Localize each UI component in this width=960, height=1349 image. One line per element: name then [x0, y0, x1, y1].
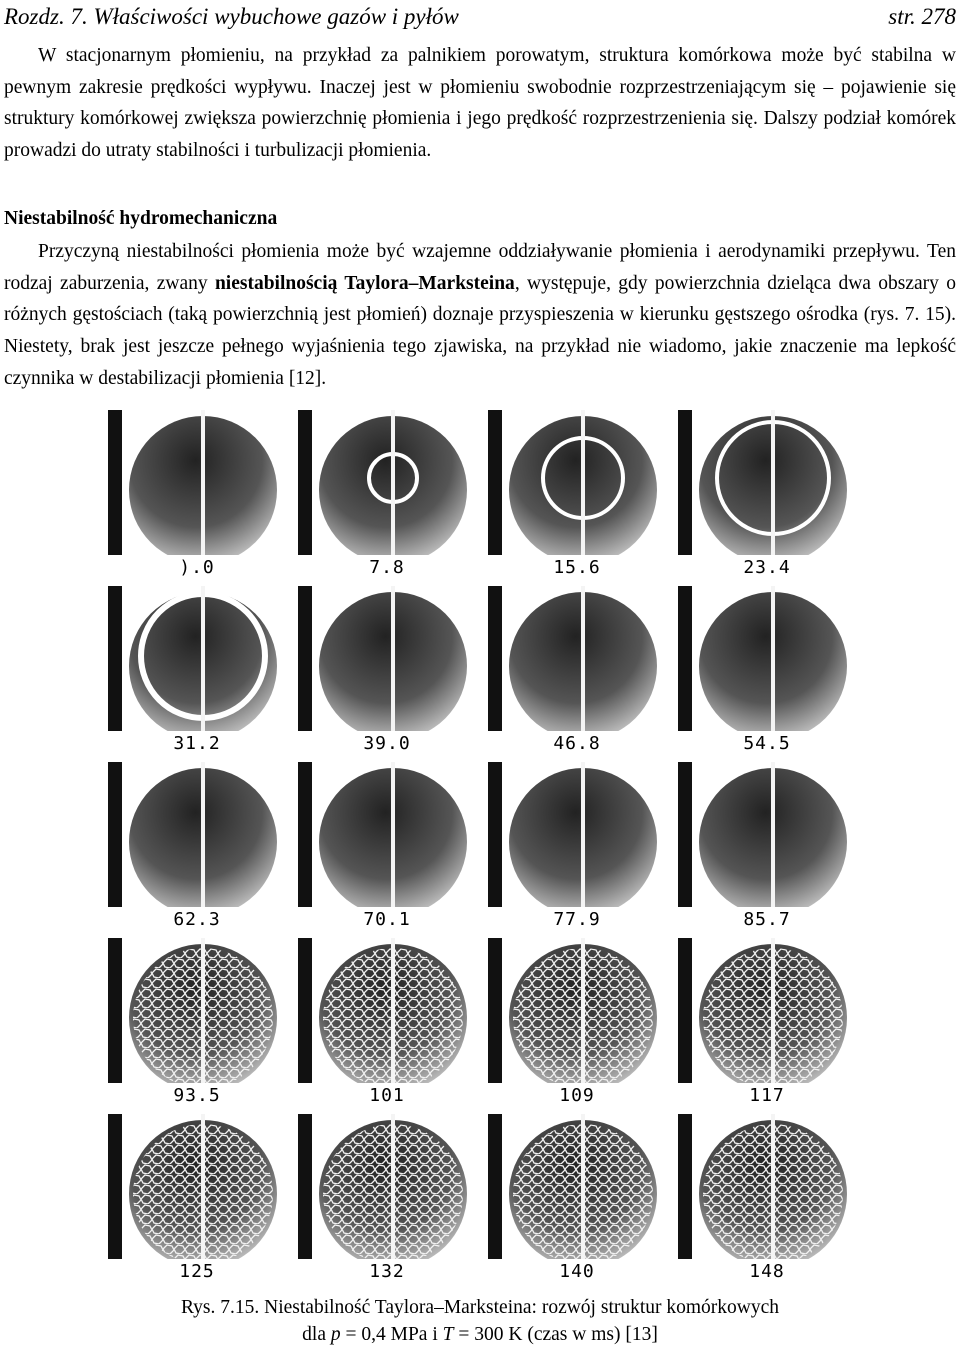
flame-photo-frame: [678, 586, 856, 757]
frame-time-label: 117: [678, 1083, 856, 1109]
flame-photo: [678, 586, 856, 731]
frame-time-label: 85.7: [678, 907, 856, 933]
frame-time-label: ).0: [108, 555, 286, 581]
flame-photo: [488, 410, 666, 555]
flame-photo-frame: [298, 762, 476, 933]
frame-time-label: 132: [298, 1259, 476, 1285]
caption-line-2: dla p = 0,4 MPa i T = 300 K (czas w ms) [13]: [302, 1324, 658, 1345]
symbol-p: p: [330, 1324, 341, 1345]
flame-photo-frame: [298, 938, 476, 1109]
chapter-title: Rozdz. 7. Właściwości wybuchowe gazów i pyłów: [4, 4, 459, 29]
flame-photo-frame: [488, 762, 666, 933]
page-number: str. 278: [888, 4, 956, 29]
flame-photo-frame: [108, 938, 286, 1109]
paragraph-taylor-markstein: [4, 236, 956, 395]
flame-photo: [678, 1114, 856, 1259]
figure-flame-sequence: [108, 410, 858, 1286]
flame-photo-frame: [298, 410, 476, 581]
figure-caption: [0, 1294, 960, 1348]
flame-photo-frame: [488, 1114, 666, 1285]
page-header: [4, 2, 956, 36]
flame-photo: [298, 938, 476, 1083]
frame-time-label: 140: [488, 1259, 666, 1285]
frame-time-label: 31.2: [108, 731, 286, 757]
frame-time-label: 54.5: [678, 731, 856, 757]
flame-photo-frame: [678, 762, 856, 933]
term-taylor-markstein: niestabilnością Taylora–Marksteina: [214, 272, 515, 294]
caption-line-1: Rys. 7.15. Niestabilność Taylora–Marksteina: rozwój struktur komórkowych: [180, 1297, 780, 1318]
flame-photo-frame: [298, 1114, 476, 1285]
flame-photo: [298, 410, 476, 555]
flame-photo: [108, 410, 286, 555]
flame-photo: [298, 762, 476, 907]
flame-photo: [488, 1114, 666, 1259]
flame-photo: [298, 1114, 476, 1259]
flame-photo-frame: [678, 1114, 856, 1285]
frame-time-label: 109: [488, 1083, 666, 1109]
flame-photo: [108, 1114, 286, 1259]
flame-photo-frame: [108, 1114, 286, 1285]
flame-photo-frame: [488, 938, 666, 1109]
flame-photo-frame: [108, 762, 286, 933]
paragraph-text-start: Przyczyną niestabilności płomienia może być wzajemne oddziaływanie płomienia i aerodynamiki przepływu. Ten rodzaj zaburzenia, zwany: [4, 241, 956, 294]
frame-time-label: 93.5: [108, 1083, 286, 1109]
flame-photo-frame: [488, 410, 666, 581]
flame-photo: [678, 410, 856, 555]
flame-photo: [108, 762, 286, 907]
frame-time-label: 77.9: [488, 907, 666, 933]
frame-time-label: 62.3: [108, 907, 286, 933]
flame-photo: [108, 586, 286, 731]
flame-photo: [678, 938, 856, 1083]
flame-photo-frame: [678, 938, 856, 1109]
frame-time-label: 7.8: [298, 555, 476, 581]
flame-photo-frame: [678, 410, 856, 581]
paragraph-text-end: , występuje, gdy powierzchnia dzieląca dwa obszary o różnych gęstościach (taką powierzchnią jest płomień) doznaje przyspieszenia w kierunku gęstszego ośrodka (rys. 7. 15). Niestety, brak jest jeszcze pełnego wyjaśnienia tego zjawiska, na przykład nie wiadomo, jakie znaczenie ma lepkość czynnika w destabilizacji płomienia [12].: [4, 272, 956, 389]
flame-photo-frame: [108, 410, 286, 581]
frame-time-label: 39.0: [298, 731, 476, 757]
frame-time-label: 148: [678, 1259, 856, 1285]
section-heading: Niestabilność hydromechaniczna: [4, 208, 278, 229]
frame-time-label: 125: [108, 1259, 286, 1285]
frame-time-label: 101: [298, 1083, 476, 1109]
frame-time-label: 46.8: [488, 731, 666, 757]
flame-photo: [678, 762, 856, 907]
flame-photo-frame: [488, 586, 666, 757]
flame-photo: [488, 762, 666, 907]
frame-time-label: 23.4: [678, 555, 856, 581]
frame-time-label: 70.1: [298, 907, 476, 933]
paragraph-cellular-structure: W stacjonarnym płomieniu, na przykład za palnikiem porowatym, struktura komórkowa może być stabilna w pewnym zakresie prędkości wypływu. Inaczej jest w płomieniu swobodnie rozprzestrzeniającym się – pojawienie się struktury komórkowej zwiększa powierzchnię płomienia i jego prędkość rozprzestrzenienia się. Dalszy podział komórek prowadzi do utraty stabilności i turbulizacji płomienia.: [4, 45, 956, 162]
flame-photo: [108, 938, 286, 1083]
flame-photo: [488, 938, 666, 1083]
flame-photo: [488, 586, 666, 731]
symbol-T: T: [442, 1324, 454, 1345]
flame-photo-frame: [108, 586, 286, 757]
frame-time-label: 15.6: [488, 555, 666, 581]
flame-photo-frame: [298, 586, 476, 757]
flame-photo: [298, 586, 476, 731]
